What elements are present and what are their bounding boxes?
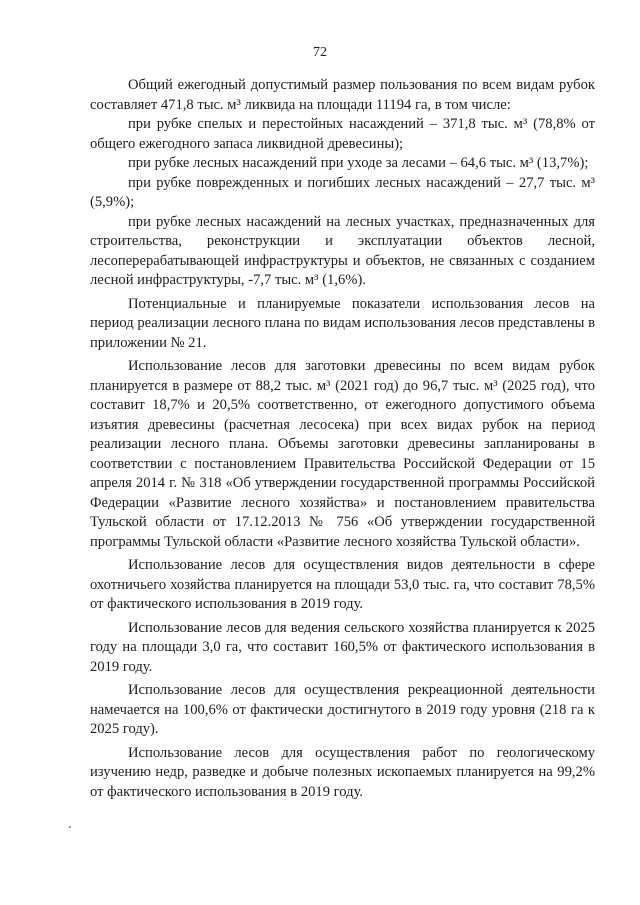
paragraph-total-allowable-use: Общий ежегодный допустимый размер пользования по всем видам рубок составляет 471,8 тыс. м³ ликвида на площади 11194 га, в том числе: — [90, 77, 595, 113]
paragraph-hunting: Использование лесов для осуществления видов деятельности в сфере охотничьего хозяйства планируется на площади 53,0 тыс. га, что составит 78,5% от фактического использования в 2019 году. — [90, 557, 595, 612]
paragraph-appendix-reference: Потенциальные и планируемые показатели использования лесов на период реализации лесного плана по видам использования лесов представлены в приложении № 21. — [90, 295, 595, 351]
paragraph-agriculture: Использование лесов для ведения сельского хозяйства планируется к 2025 году на площади 3,0 га, что составит 160,5% от фактического использования в 2019 году. — [90, 619, 595, 675]
paragraph-recreation: Использование лесов для осуществления рекреационной деятельности намечается на 100,6% от фактически достигнутого в 2019 году уровня (218 га к 2025 году). — [90, 682, 595, 737]
paragraph-damaged-stands: при рубке поврежденных и погибших лесных насаждений – 27,7 тыс. м³ (5,9%); — [90, 174, 595, 210]
paragraph-thinning: при рубке лесных насаждений при уходе за лесами – 64,6 тыс. м³ (13,7%); — [128, 155, 589, 171]
scan-speck — [69, 826, 71, 828]
paragraph-geology: Использование лесов для осуществления работ по геологическому изучению недр, разведке и добыче полезных ископаемых планируется на 99,2% от фактического использования в 2019 году. — [90, 744, 595, 800]
paragraph-construction-sites: при рубке лесных насаждений на лесных участках, предназначенных для строительства, реконструкции и эксплуатации объектов лесной, лесоперерабатывающей инфраструктуры и объектов, не связанных с созданием лесной инфраструктуры, -7,7 тыс. м³ (1,6%). — [90, 213, 595, 288]
page-number: 72 — [313, 45, 327, 60]
paragraph-timber-harvesting: Использование лесов для заготовки древесины по всем видам рубок планируется в размере от 88,2 тыс. м³ (2021 год) до 96,7 тыс. м³ (2025 год), что составит 18,7% и 20,5% соответственно, от ежегодного допустимого объема изъятия древесины (расчетная лесосека) при всех видах рубок на период реализации лесного плана. Объемы заготовки древесины запланированы в соответствии с постановлением Правительства Российской Федерации от 15 апреля 2014 г. № 318 «Об утверждении государственной программы Российской Федерации «Развитие лесного хозяйства» и постановлением правительства Тульской области от 17.12.2013 № 756 «Об утверждении государственной программы Тульской области «Развитие лесного хозяйства Тульской области». — [90, 358, 595, 550]
document-body — [90, 76, 595, 802]
paragraph-mature-stands: при рубке спелых и перестойных насаждений – 371,8 тыс. м³ (78,8% от общего ежегодного запаса ликвидной древесины); — [90, 116, 595, 152]
